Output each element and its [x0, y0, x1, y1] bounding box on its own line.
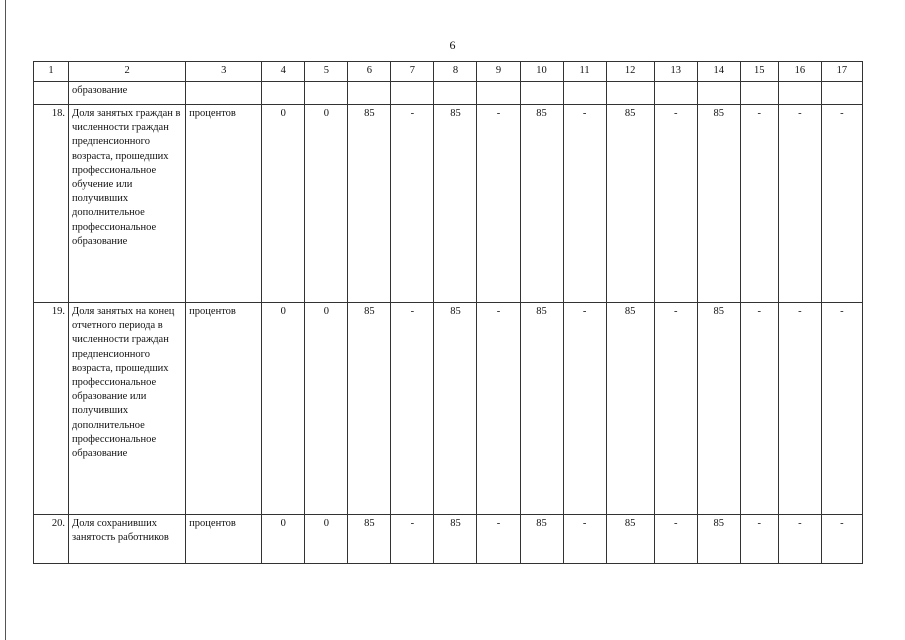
- header-cell: 4: [262, 62, 305, 82]
- value-cell: [262, 82, 305, 105]
- value-cell: 85: [434, 105, 477, 303]
- value-cell: 85: [606, 105, 654, 303]
- value-cell: -: [477, 515, 520, 564]
- header-cell: 7: [391, 62, 434, 82]
- header-cell: 14: [697, 62, 740, 82]
- value-cell: -: [391, 515, 434, 564]
- value-cell: -: [391, 105, 434, 303]
- indicator-name: Доля занятых граждан в численности граждан предпенсионного возраста, прошедших профессиональное обучение или получивших дополнительное профессиональное образование: [69, 105, 186, 303]
- unit-cell: процентов: [186, 303, 262, 515]
- value-cell: 0: [262, 303, 305, 515]
- value-cell: 85: [606, 515, 654, 564]
- value-cell: -: [821, 105, 862, 303]
- value-cell: -: [654, 515, 697, 564]
- column-number-row: [34, 62, 863, 82]
- value-cell: [434, 82, 477, 105]
- indicator-name: Доля сохранивших занятость работников: [69, 515, 186, 564]
- row-number: 20.: [34, 515, 69, 564]
- value-cell: -: [778, 515, 821, 564]
- header-cell: 17: [821, 62, 862, 82]
- table-row: [34, 303, 863, 515]
- value-cell: -: [563, 105, 606, 303]
- header-cell: 16: [778, 62, 821, 82]
- header-cell: 6: [348, 62, 391, 82]
- header-cell: 11: [563, 62, 606, 82]
- value-cell: 85: [606, 303, 654, 515]
- value-cell: [606, 82, 654, 105]
- row-number: 18.: [34, 105, 69, 303]
- unit-cell: процентов: [186, 105, 262, 303]
- value-cell: -: [740, 105, 778, 303]
- unit-cell: процентов: [186, 515, 262, 564]
- header-cell: 9: [477, 62, 520, 82]
- value-cell: 85: [697, 515, 740, 564]
- value-cell: [305, 82, 348, 105]
- value-cell: 85: [520, 303, 563, 515]
- value-cell: -: [563, 303, 606, 515]
- value-cell: 85: [434, 515, 477, 564]
- value-cell: -: [821, 303, 862, 515]
- value-cell: -: [778, 105, 821, 303]
- value-cell: [391, 82, 434, 105]
- value-cell: [348, 82, 391, 105]
- value-cell: [778, 82, 821, 105]
- value-cell: [520, 82, 563, 105]
- value-cell: [697, 82, 740, 105]
- unit-cell: [186, 82, 262, 105]
- header-cell: 5: [305, 62, 348, 82]
- value-cell: -: [740, 303, 778, 515]
- value-cell: [821, 82, 862, 105]
- value-cell: 0: [262, 515, 305, 564]
- value-cell: 0: [305, 303, 348, 515]
- value-cell: 85: [434, 303, 477, 515]
- indicator-name: образование: [69, 82, 186, 105]
- row-number: 19.: [34, 303, 69, 515]
- value-cell: 85: [520, 515, 563, 564]
- header-cell: 1: [34, 62, 69, 82]
- value-cell: -: [654, 105, 697, 303]
- value-cell: [740, 82, 778, 105]
- value-cell: 85: [697, 105, 740, 303]
- value-cell: 85: [348, 515, 391, 564]
- header-cell: 15: [740, 62, 778, 82]
- value-cell: 0: [262, 105, 305, 303]
- page-edge-line: [5, 0, 6, 640]
- value-cell: -: [740, 515, 778, 564]
- indicator-name: Доля занятых на конец отчетного периода в численности граждан предпенсионного возраста, прошедших профессиональное образование или получивших дополнительное профессиональное образование: [69, 303, 186, 515]
- indicators-table: [33, 61, 863, 564]
- value-cell: -: [563, 515, 606, 564]
- row-number: [34, 82, 69, 105]
- value-cell: -: [477, 105, 520, 303]
- value-cell: 0: [305, 515, 348, 564]
- value-cell: -: [821, 515, 862, 564]
- value-cell: 0: [305, 105, 348, 303]
- value-cell: -: [477, 303, 520, 515]
- header-cell: 2: [69, 62, 186, 82]
- table-row: [34, 82, 863, 105]
- table-row: [34, 515, 863, 564]
- value-cell: [563, 82, 606, 105]
- header-cell: 3: [186, 62, 262, 82]
- table-row: [34, 105, 863, 303]
- header-cell: 8: [434, 62, 477, 82]
- value-cell: -: [391, 303, 434, 515]
- header-cell: 12: [606, 62, 654, 82]
- value-cell: [654, 82, 697, 105]
- value-cell: 85: [697, 303, 740, 515]
- value-cell: 85: [348, 303, 391, 515]
- header-cell: 13: [654, 62, 697, 82]
- header-cell: 10: [520, 62, 563, 82]
- page-number: 6: [449, 38, 456, 52]
- value-cell: -: [778, 303, 821, 515]
- value-cell: 85: [520, 105, 563, 303]
- value-cell: -: [654, 303, 697, 515]
- value-cell: [477, 82, 520, 105]
- value-cell: 85: [348, 105, 391, 303]
